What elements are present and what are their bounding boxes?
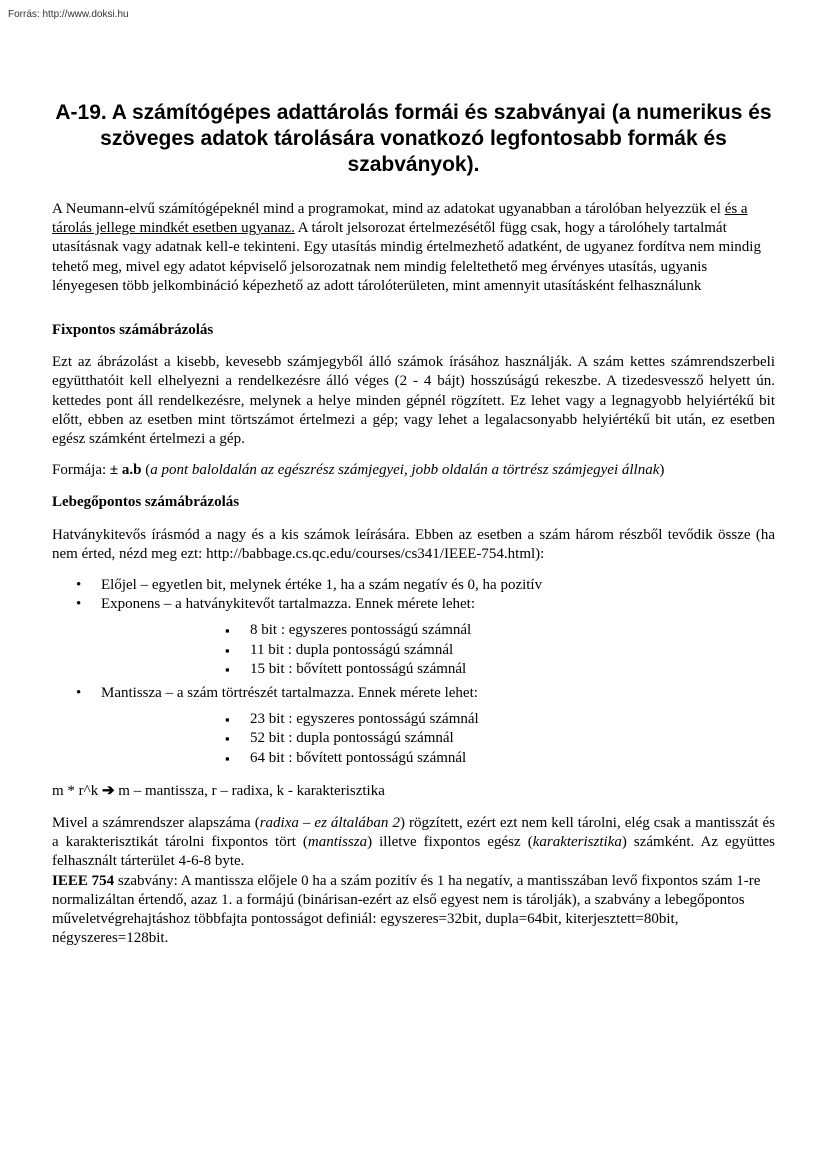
- mantissza-italic: mantissza: [307, 834, 368, 851]
- arrow-icon: ➔: [101, 782, 115, 799]
- format-note: a pont baloldalán az egészrész számjegyei, jobb oldalán a törtrész számjegyei állnak: [150, 462, 660, 479]
- radix-text: Mivel a számrendszer alapszáma (: [52, 815, 260, 832]
- format-line: [52, 461, 775, 480]
- fixpontos-paragraph: Ezt az ábrázolást a kisebb, kevesebb számjegyből álló számok írásához használják. A szám kettes számrendszerbeli együtthatóit kell elhelyezni a rendelkezésre álló véges (2 - 4 bájt) hosszúságú rekeszbe. A tizedesvessző helyett ún. kettedes pont áll rendelkezésre, melynek a helye minden gépnél rögzített. Ez lehet vagy a legnagyobb helyiértékű bit előtt, ebben az esetben mint törtszámot értelmezi a gép; vagy lehet a legalacsonyabb helyiértékű bit után, ez esetben egész számként értelmezi a gép.: [52, 354, 775, 448]
- format-paren-close: ): [659, 462, 665, 479]
- list-item-text: Mantissza – a szám törtrészét tartalmazza. Ennek mérete lehet:: [101, 685, 478, 702]
- list-item-exponens: [52, 595, 775, 679]
- radix-paragraph: [52, 814, 775, 872]
- exponens-size-list: [101, 621, 775, 679]
- source-label: Forrás: http://www.doksi.hu: [8, 9, 129, 20]
- lebegopontos-paragraph: Hatványkitevős írásmód a nagy és a kis számok leírására. Ebben az esetben a szám három részből tevődik össze (ha nem érted, nézd meg ezt: http://babbage.cs.qc.edu/courses/cs341/IEEE-754.html):: [52, 526, 775, 562]
- list-item-text: Előjel – egyetlen bit, melynek értéke 1, ha a szám negatív és 0, ha pozitív: [101, 577, 543, 594]
- radix-text: ) illetve fixpontos egész (: [367, 834, 533, 851]
- list-item-text: Exponens – a hatványkitevőt tartalmazza. Ennek mérete lehet:: [101, 596, 476, 613]
- intro-paragraph: [52, 200, 775, 296]
- sub-list-item: ▪ 52 bit : dupla pontosságú számnál: [101, 729, 775, 748]
- sub-list-item: ▪ 23 bit : egyszeres pontosságú számnál: [101, 710, 775, 729]
- section-heading-lebegopontos: Lebegőpontos számábrázolás: [52, 494, 240, 511]
- radix-text: ) rögzített, ezért ezt nem kell tárolni, elég csak a mantisszát és a karakterisztikát tárolni fixpontos tört (: [52, 815, 775, 851]
- radix-text: ) számként. Az együttes felhasznált tárterület 4-6-8 byte.: [52, 834, 775, 870]
- list-item-elojel: [52, 576, 775, 595]
- sub-list-item: ▪ 15 bit : bővített pontosságú számnál: [101, 660, 775, 679]
- sub-list-item: ▪ 8 bit : egyszeres pontosságú számnál: [101, 621, 775, 640]
- mantissza-size-list: [101, 710, 775, 768]
- section-heading-fixpontos: Fixpontos számábrázolás: [52, 322, 214, 339]
- radix-italic: radixa – ez általában 2: [259, 815, 400, 832]
- document-body: [52, 100, 775, 949]
- list-item-mantissza: [52, 684, 775, 768]
- sub-list-item: ▪ 11 bit : dupla pontosságú számnál: [101, 641, 775, 660]
- ieee-label: IEEE 754: [52, 872, 115, 889]
- ieee-text: szabvány: A mantissza előjele 0 ha a szám pozitív és 1 ha negatív, a mantisszában levő fixpontos szám 1-re normalizáltan értendő, azaz 1. a formájú (binárisan-ezért az első egyest nem is tárolják), a szabvány a lebegőpontos műveletvégrehajtáshoz többfajta pontosságot definiál: egyszeres=32bit, dupla=64bit, kiterjesztett=80bit, négyszeres=128bit.: [52, 872, 761, 947]
- intro-underlined-text: és a tárolás jellege mindkét esetben ugyanaz.: [52, 201, 748, 237]
- sub-list-item: ▪ 64 bit : bővített pontosságú számnál: [101, 749, 775, 768]
- formula-line: [52, 782, 775, 801]
- component-list: [52, 576, 775, 768]
- formula-left: m * r^k: [52, 782, 102, 799]
- intro-text-2: A tárolt jelsorozat értelmezésétől függ csak, hogy a tárolóhely tartalmát utasításnak vagy adatnak kell-e tekinteni. Egy utasítás mindig értelmezhető adatként, de ugyanez fordítva nem mindig tehető meg, mivel egy adatot képviselő jelsorozatnak nem mindig feleltethető meg érvényes utasítás, ugyanis lényegesen több jelkombináció képezhető az adott tárolóterületen, mint amennyit utasításként felhasználunk: [52, 220, 761, 294]
- format-paren-open: (: [141, 462, 151, 479]
- intro-text-1: A Neumann-elvű számítógépeknél mind a programokat, mind az adatokat ugyanabban a tárolóban helyezzük el: [52, 201, 725, 217]
- format-value: ± a.b: [109, 462, 142, 479]
- ieee-paragraph: [52, 872, 775, 949]
- format-label: Formája:: [52, 462, 110, 479]
- karakterisztika-italic: karakterisztika: [532, 834, 622, 851]
- document-title: A-19. A számítógépes adattárolás formái és szabványai (a numerikus és szöveges adatok tárolására vonatkozó legfontosabb formák és szabványok).: [55, 101, 772, 176]
- formula-right: m – mantissza, r – radixa, k - karakterisztika: [114, 782, 385, 799]
